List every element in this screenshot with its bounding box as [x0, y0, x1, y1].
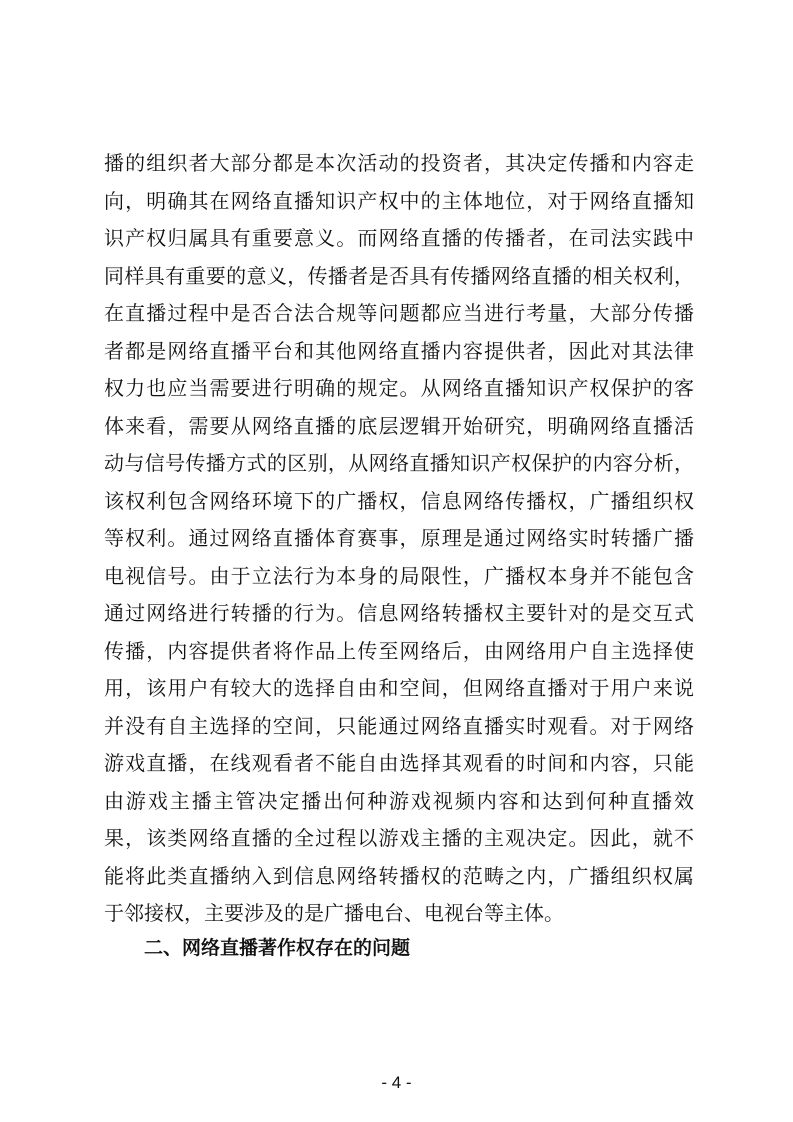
paragraph-line-19: 果，该类网络直播的全过程以游戏主播的主观决定。因此，就不	[104, 826, 694, 850]
paragraph-line-4: 同样具有重要的意义，传播者是否具有传播网络直播的相关权利，	[104, 263, 694, 288]
page-number: - 4 -	[381, 1073, 412, 1092]
paragraph-line-2: 向，明确其在网络直播知识产权中的主体地位，对于网络直播知	[104, 188, 694, 213]
paragraph-line-1: 播的组织者大部分都是本次活动的投资者，其决定传播和内容走	[104, 151, 694, 175]
paragraph-line-5: 在直播过程中是否合法合规等问题都应当进行考量，大部分传播	[104, 301, 694, 325]
section-heading: 二、网络直播著作权存在的问题	[144, 937, 411, 959]
paragraph-line-21: 于邻接权，主要涉及的是广播电台、电视台等主体。	[104, 901, 564, 925]
paragraph-line-14: 传播，内容提供者将作品上传至网络后，由网络用户自主选择使	[104, 638, 694, 663]
paragraph-line-12: 电视信号。由于立法行为本身的局限性，广播权本身并不能包含	[104, 563, 694, 588]
paragraph-line-20: 能将此类直播纳入到信息网络转播权的范畴之内，广播组织权属	[104, 863, 694, 888]
paragraph-line-15: 用，该用户有较大的选择自由和空间，但网络直播对于用户来说	[104, 676, 694, 700]
body-paragraph	[104, 145, 694, 933]
paragraph-line-18: 由游戏主播主管决定播出何种游戏视频内容和达到何种直播效	[104, 788, 694, 813]
paragraph-line-10: 该权利包含网络环境下的广播权，信息网络传播权，广播组织权	[104, 488, 694, 513]
paragraph-line-17: 游戏直播，在线观看者不能自由选择其观看的时间和内容，只能	[104, 751, 694, 775]
paragraph-line-3: 识产权归属具有重要意义。而网络直播的传播者，在司法实践中	[104, 226, 694, 250]
paragraph-line-9: 动与信号传播方式的区别，从网络直播知识产权保护的内容分析，	[104, 451, 694, 475]
paragraph-line-7: 权力也应当需要进行明确的规定。从网络直播知识产权保护的客	[104, 376, 694, 400]
paragraph-line-16: 并没有自主选择的空间，只能通过网络直播实时观看。对于网络	[104, 713, 694, 738]
paragraph-line-13: 通过网络进行转播的行为。信息网络转播权主要针对的是交互式	[104, 601, 694, 625]
paragraph-line-8: 体来看，需要从网络直播的底层逻辑开始研究，明确网络直播活	[104, 413, 694, 438]
paragraph-line-11: 等权利。通过网络直播体育赛事，原理是通过网络实时转播广播	[104, 526, 694, 550]
paragraph-line-6: 者都是网络直播平台和其他网络直播内容提供者，因此对其法律	[104, 338, 694, 363]
